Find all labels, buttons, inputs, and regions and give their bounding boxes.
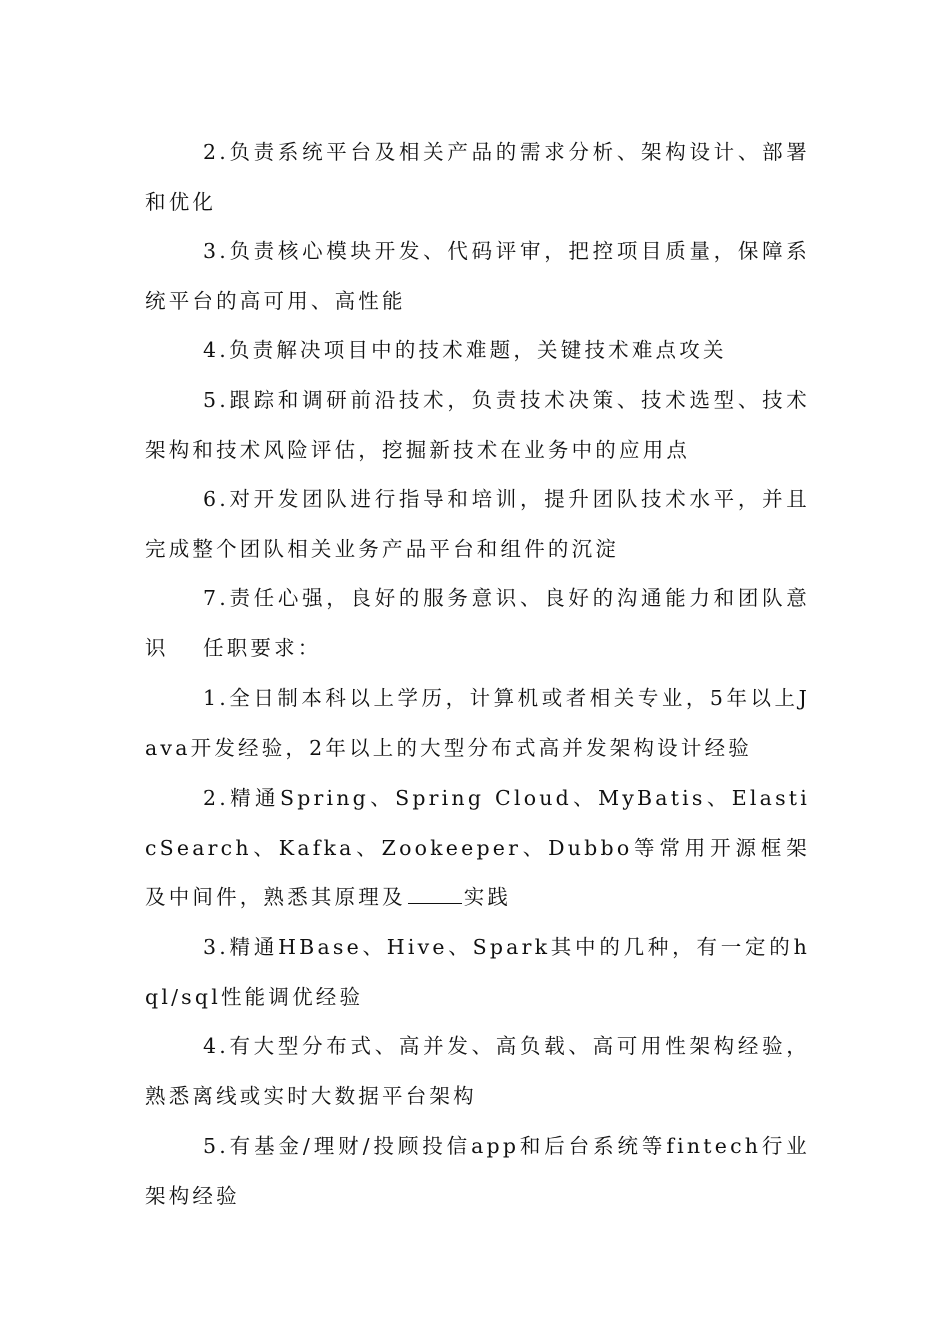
duty-item-5: 5.跟踪和调研前沿技术，负责技术决策、技术选型、技术架构和技术风险评估，挖掘新技术在业务中的应用点 [145, 388, 810, 462]
requirement-item-1: 1.全日制本科以上学历，计算机或者相关专业，5年以上Java开发经验，2年以上的大型分布式高并发架构设计经验 [145, 686, 810, 760]
duty-item-2: 2.负责系统平台及相关产品的需求分析、架构设计、部署和优化 [145, 140, 810, 214]
requirements-heading: 任职要求： [203, 636, 322, 660]
requirement-item-2-text: 2.精通Spring、Spring Cloud、MyBatis、ElasticSearch、Kafka、Zookeeper、Dubbo等常用开源框架及中间件，熟悉其原理及 [145, 786, 810, 909]
requirement-item-5: 5.有基金/理财/投顾投信app和后台系统等fintech行业架构经验 [145, 1134, 810, 1208]
duty-item-7: 7.责任心强，良好的服务意识、良好的沟通能力和团队意识 [145, 586, 810, 660]
duty-item-3: 3.负责核心模块开发、代码评审，把控项目质量，保障系统平台的高可用、高性能 [145, 239, 810, 313]
requirement-item-4: 4.有大型分布式、高并发、高负载、高可用性架构经验，熟悉离线或实时大数据平台架构 [145, 1034, 810, 1108]
duty-item-6: 6.对开发团队进行指导和培训，提升团队技术水平，并且完成整个团队相关业务产品平台和组件的沉淀 [145, 487, 810, 561]
requirement-item-2 [145, 774, 810, 923]
requirement-item-3: 3.精通HBase、Hive、Spark其中的几种，有一定的hql/sql性能调优经验 [145, 935, 810, 1009]
requirement-item-2-tail: 实践 [463, 885, 512, 909]
fill-in-blank [408, 902, 462, 904]
duty-item-4: 4.负责解决项目中的技术难题，关键技术难点攻关 [203, 338, 727, 362]
